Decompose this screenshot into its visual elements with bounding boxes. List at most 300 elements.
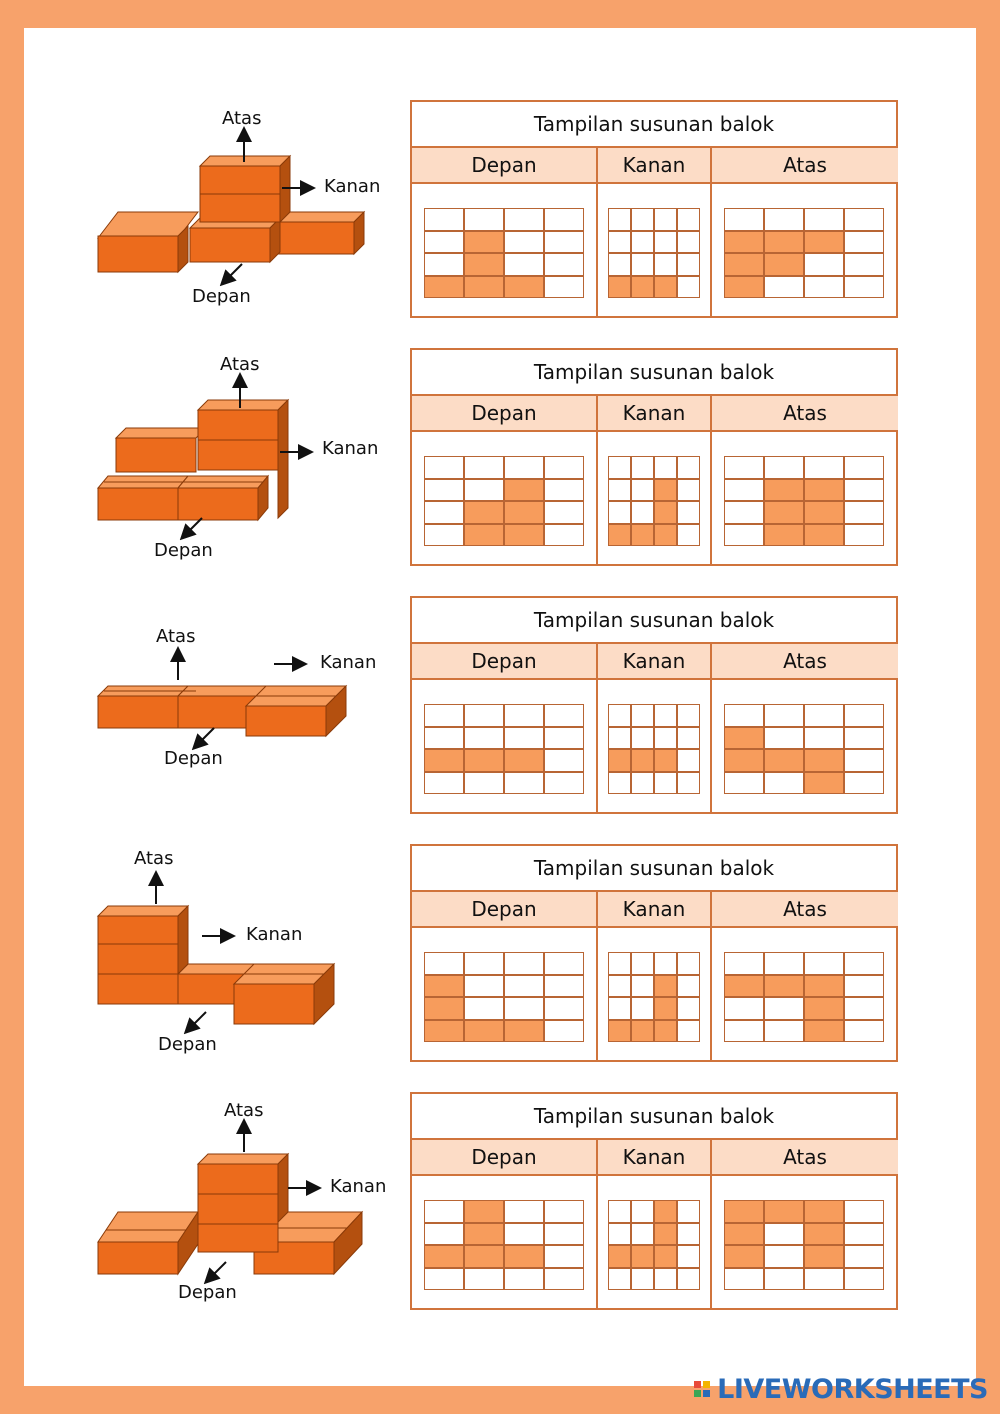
grid-cell[interactable] [424,952,464,975]
table-title: Tampilan susunan balok [412,350,896,396]
grid-cell[interactable] [724,997,764,1020]
label-top: Atas [222,108,262,129]
grid-cell[interactable] [464,997,504,1020]
grid-cell[interactable] [631,1223,654,1246]
grid-cell[interactable] [804,1200,844,1223]
header-top: Atas [712,1140,898,1176]
grid-cell[interactable] [764,704,804,727]
grid-cell[interactable] [631,997,654,1020]
label-right: Kanan [324,176,381,197]
grid-cell[interactable] [804,276,844,299]
grid-cell[interactable] [631,704,654,727]
grid-cell[interactable] [654,231,677,254]
grid-cell[interactable] [464,208,504,231]
grid-cell[interactable] [631,524,654,547]
grid-cell[interactable] [764,749,804,772]
grid-cell[interactable] [724,1020,764,1043]
grid-cell[interactable] [654,276,677,299]
grid-cell[interactable] [631,456,654,479]
grid-top-4[interactable] [724,952,884,1042]
grid-cell[interactable] [654,1223,677,1246]
grid-cell[interactable] [504,501,544,524]
grid-cell[interactable] [844,276,884,299]
grid-cell[interactable] [804,253,844,276]
grid-cell[interactable] [631,479,654,502]
grid-right-2[interactable] [608,456,700,546]
grid-cell[interactable] [544,727,584,750]
grid-top-5[interactable] [724,1200,884,1290]
grid-cell[interactable] [504,727,544,750]
grid-cell[interactable] [631,749,654,772]
grid-cell[interactable] [677,231,700,254]
grid-cell[interactable] [804,501,844,524]
grid-cell[interactable] [464,727,504,750]
grid-cell[interactable] [764,1268,804,1291]
grid-cell[interactable] [677,1200,700,1223]
grid-cell[interactable] [677,1245,700,1268]
grid-cell[interactable] [544,479,584,502]
grid-cell[interactable] [504,997,544,1020]
grid-cell[interactable] [424,727,464,750]
grid-cell[interactable] [608,1245,631,1268]
grid-cell[interactable] [724,208,764,231]
grid-cell[interactable] [631,1020,654,1043]
grid-cell[interactable] [844,1223,884,1246]
header-top: Atas [712,892,898,928]
header-front: Depan [412,396,596,432]
grid-cell[interactable] [608,772,631,795]
grid-cell[interactable] [424,772,464,795]
view-table-5 [410,1092,898,1310]
label-right: Kanan [322,438,379,459]
block-figure-2 [84,348,404,578]
grid-cell[interactable] [764,456,804,479]
grid-right-3[interactable] [608,704,700,794]
grid-cell[interactable] [654,524,677,547]
grid-cell[interactable] [504,524,544,547]
grid-cell[interactable] [464,276,504,299]
grid-cell[interactable] [677,1268,700,1291]
grid-cell[interactable] [504,975,544,998]
grid-cell[interactable] [608,276,631,299]
grid-cell[interactable] [631,952,654,975]
grid-cell[interactable] [608,1020,631,1043]
grid-cell[interactable] [844,479,884,502]
exercise-row-4 [24,844,976,1074]
grid-cell[interactable] [654,997,677,1020]
grid-cell[interactable] [677,208,700,231]
grid-top-3[interactable] [724,704,884,794]
grid-cell[interactable] [804,772,844,795]
grid-cell[interactable] [677,704,700,727]
grid-cell[interactable] [654,1020,677,1043]
grid-cell[interactable] [804,1245,844,1268]
grid-cell[interactable] [844,952,884,975]
grid-cell[interactable] [804,749,844,772]
grid-cell[interactable] [724,772,764,795]
grid-cell[interactable] [504,276,544,299]
grid-cell[interactable] [724,952,764,975]
grid-cell[interactable] [677,524,700,547]
grid-cell[interactable] [844,1020,884,1043]
grid-cell[interactable] [544,456,584,479]
grid-cell[interactable] [804,479,844,502]
grid-cell[interactable] [424,1268,464,1291]
grid-cell[interactable] [631,1245,654,1268]
label-front: Depan [192,286,251,307]
view-table-2 [410,348,898,566]
grid-cell[interactable] [804,231,844,254]
exercise-row-5 [24,1092,976,1322]
grid-cell[interactable] [804,975,844,998]
header-top: Atas [712,148,898,184]
label-top: Atas [156,626,196,647]
grid-cell[interactable] [464,1268,504,1291]
table-title: Tampilan susunan balok [412,102,896,148]
label-right: Kanan [320,652,377,673]
grid-cell[interactable] [844,1245,884,1268]
grid-cell[interactable] [804,952,844,975]
grid-front-5[interactable] [424,1200,584,1290]
grid-cell[interactable] [804,524,844,547]
grid-cell[interactable] [544,975,584,998]
grid-cell[interactable] [844,772,884,795]
grid-cell[interactable] [677,276,700,299]
grid-cell[interactable] [844,231,884,254]
grid-cell[interactable] [504,1200,544,1223]
grid-cell[interactable] [677,749,700,772]
grid-cell[interactable] [631,727,654,750]
grid-cell[interactable] [764,727,804,750]
grid-cell[interactable] [424,1223,464,1246]
block-figure-4 [84,844,404,1074]
grid-cell[interactable] [804,456,844,479]
grid-cell[interactable] [631,231,654,254]
header-front: Depan [412,644,596,680]
grid-cell[interactable] [544,231,584,254]
grid-cell[interactable] [464,501,504,524]
grid-cell[interactable] [631,1200,654,1223]
grid-cell[interactable] [804,1268,844,1291]
grid-cell[interactable] [464,1200,504,1223]
grid-cell[interactable] [424,231,464,254]
grid-cell[interactable] [464,479,504,502]
grid-cell[interactable] [654,253,677,276]
block-arrangement-3 [84,596,404,826]
grid-cell[interactable] [631,772,654,795]
label-front: Depan [178,1282,237,1303]
exercise-row-2 [24,348,976,578]
grid-cell[interactable] [724,501,764,524]
grid-cell[interactable] [424,208,464,231]
grid-front-3[interactable] [424,704,584,794]
grid-cell[interactable] [631,975,654,998]
grid-cell[interactable] [844,456,884,479]
grid-cell[interactable] [677,997,700,1020]
grid-cell[interactable] [608,501,631,524]
grid-cell[interactable] [544,208,584,231]
grid-cell[interactable] [424,749,464,772]
grid-cell[interactable] [464,1223,504,1246]
grid-cell[interactable] [677,1020,700,1043]
grid-cell[interactable] [608,727,631,750]
grid-cell[interactable] [844,524,884,547]
grid-cell[interactable] [424,1200,464,1223]
grid-cell[interactable] [654,501,677,524]
block-figure-1 [84,100,404,330]
grid-cell[interactable] [544,276,584,299]
grid-cell[interactable] [608,749,631,772]
brand-logo[interactable] [693,1372,988,1406]
grid-cell[interactable] [677,253,700,276]
grid-cell[interactable] [608,975,631,998]
grid-cell[interactable] [724,231,764,254]
grid-cell[interactable] [764,276,804,299]
grid-cell[interactable] [654,772,677,795]
grid-cell[interactable] [424,997,464,1020]
grid-cell[interactable] [464,456,504,479]
grid-cell[interactable] [844,727,884,750]
grid-cell[interactable] [504,456,544,479]
grid-top-2[interactable] [724,456,884,546]
grid-cell[interactable] [608,997,631,1020]
grid-cell[interactable] [504,704,544,727]
grid-cell[interactable] [464,975,504,998]
brand-name: LIVEWORKSHEETS [717,1373,988,1405]
grid-cell[interactable] [677,456,700,479]
grid-cell[interactable] [504,1020,544,1043]
grid-cell[interactable] [724,1245,764,1268]
grid-cell[interactable] [724,253,764,276]
table-title: Tampilan susunan balok [412,1094,896,1140]
grid-cell[interactable] [844,253,884,276]
grid-cell[interactable] [544,253,584,276]
grid-cell[interactable] [464,704,504,727]
grid-cell[interactable] [764,1245,804,1268]
block-arrangement-5 [84,1092,404,1322]
grid-cell[interactable] [804,704,844,727]
label-right: Kanan [330,1176,387,1197]
grid-cell[interactable] [804,727,844,750]
grid-cell[interactable] [504,772,544,795]
grid-cell[interactable] [654,208,677,231]
grid-cell[interactable] [654,456,677,479]
header-right: Kanan [598,148,710,184]
grid-cell[interactable] [544,1020,584,1043]
grid-cell[interactable] [654,952,677,975]
grid-cell[interactable] [764,524,804,547]
grid-cell[interactable] [544,952,584,975]
grid-cell[interactable] [654,1245,677,1268]
grid-cell[interactable] [608,1200,631,1223]
grid-cell[interactable] [464,253,504,276]
grid-cell[interactable] [724,749,764,772]
grid-cell[interactable] [544,749,584,772]
grid-cell[interactable] [464,231,504,254]
block-arrangement-2 [84,348,404,578]
grid-cell[interactable] [844,1200,884,1223]
label-top: Atas [224,1100,264,1121]
liveworksheets-logo-icon [693,1380,713,1398]
grid-cell[interactable] [764,231,804,254]
grid-cell[interactable] [608,231,631,254]
header-front: Depan [412,148,596,184]
grid-right-1[interactable] [608,208,700,298]
grid-cell[interactable] [844,1268,884,1291]
label-front: Depan [154,540,213,561]
grid-cell[interactable] [724,1268,764,1291]
grid-cell[interactable] [504,952,544,975]
grid-cell[interactable] [844,208,884,231]
grid-cell[interactable] [424,1020,464,1043]
grid-cell[interactable] [504,479,544,502]
grid-cell[interactable] [504,1268,544,1291]
grid-cell[interactable] [724,975,764,998]
grid-cell[interactable] [608,253,631,276]
grid-cell[interactable] [654,704,677,727]
grid-cell[interactable] [608,456,631,479]
grid-cell[interactable] [504,1245,544,1268]
view-table-1 [410,100,898,318]
label-front: Depan [158,1034,217,1055]
header-front: Depan [412,1140,596,1176]
grid-cell[interactable] [544,997,584,1020]
grid-cell[interactable] [464,524,504,547]
grid-cell[interactable] [504,231,544,254]
grid-cell[interactable] [608,479,631,502]
grid-cell[interactable] [631,276,654,299]
view-table-4 [410,844,898,1062]
grid-cell[interactable] [544,524,584,547]
grid-cell[interactable] [677,952,700,975]
grid-cell[interactable] [424,501,464,524]
grid-front-2[interactable] [424,456,584,546]
grid-cell[interactable] [764,208,804,231]
grid-cell[interactable] [677,975,700,998]
grid-cell[interactable] [764,772,804,795]
grid-cell[interactable] [608,1223,631,1246]
grid-right-4[interactable] [608,952,700,1042]
grid-cell[interactable] [424,524,464,547]
grid-cell[interactable] [677,772,700,795]
grid-cell[interactable] [724,1223,764,1246]
grid-cell[interactable] [677,727,700,750]
grid-cell[interactable] [844,704,884,727]
grid-cell[interactable] [724,1200,764,1223]
grid-cell[interactable] [504,1223,544,1246]
grid-cell[interactable] [804,1020,844,1043]
grid-cell[interactable] [844,997,884,1020]
grid-cell[interactable] [764,997,804,1020]
grid-cell[interactable] [608,704,631,727]
grid-cell[interactable] [724,276,764,299]
grid-cell[interactable] [544,1245,584,1268]
grid-top-1[interactable] [724,208,884,298]
grid-cell[interactable] [804,1223,844,1246]
grid-cell[interactable] [424,253,464,276]
grid-cell[interactable] [764,501,804,524]
grid-cell[interactable] [764,1020,804,1043]
grid-cell[interactable] [764,975,804,998]
grid-cell[interactable] [764,253,804,276]
header-top: Atas [712,644,898,680]
header-right: Kanan [598,892,710,928]
grid-cell[interactable] [544,704,584,727]
label-top: Atas [134,848,174,869]
grid-cell[interactable] [677,479,700,502]
grid-right-5[interactable] [608,1200,700,1290]
grid-cell[interactable] [504,208,544,231]
grid-cell[interactable] [724,704,764,727]
grid-cell[interactable] [608,524,631,547]
header-top: Atas [712,396,898,432]
grid-cell[interactable] [544,1268,584,1291]
grid-cell[interactable] [844,501,884,524]
grid-cell[interactable] [654,1200,677,1223]
grid-cell[interactable] [654,749,677,772]
grid-cell[interactable] [724,456,764,479]
grid-front-4[interactable] [424,952,584,1042]
grid-front-1[interactable] [424,208,584,298]
table-title: Tampilan susunan balok [412,598,896,644]
grid-cell[interactable] [631,253,654,276]
grid-cell[interactable] [464,749,504,772]
grid-cell[interactable] [724,524,764,547]
view-table-3 [410,596,898,814]
grid-cell[interactable] [654,727,677,750]
grid-cell[interactable] [631,1268,654,1291]
grid-cell[interactable] [464,952,504,975]
grid-cell[interactable] [424,276,464,299]
grid-cell[interactable] [424,975,464,998]
grid-cell[interactable] [608,208,631,231]
grid-cell[interactable] [724,727,764,750]
grid-cell[interactable] [804,208,844,231]
grid-cell[interactable] [844,975,884,998]
grid-cell[interactable] [504,749,544,772]
grid-cell[interactable] [464,1245,504,1268]
grid-cell[interactable] [677,501,700,524]
grid-cell[interactable] [724,479,764,502]
grid-cell[interactable] [654,479,677,502]
grid-cell[interactable] [677,1223,700,1246]
grid-cell[interactable] [504,253,544,276]
grid-cell[interactable] [464,772,504,795]
grid-cell[interactable] [804,997,844,1020]
grid-cell[interactable] [424,479,464,502]
grid-cell[interactable] [424,1245,464,1268]
grid-cell[interactable] [424,456,464,479]
grid-cell[interactable] [764,1223,804,1246]
grid-cell[interactable] [631,208,654,231]
grid-cell[interactable] [544,1223,584,1246]
grid-cell[interactable] [764,952,804,975]
grid-cell[interactable] [764,1200,804,1223]
grid-cell[interactable] [844,749,884,772]
grid-cell[interactable] [464,1020,504,1043]
grid-cell[interactable] [424,704,464,727]
grid-cell[interactable] [544,1200,584,1223]
worksheet-page [24,28,976,1386]
grid-cell[interactable] [764,479,804,502]
grid-cell[interactable] [544,501,584,524]
grid-cell[interactable] [544,772,584,795]
grid-cell[interactable] [608,952,631,975]
grid-cell[interactable] [654,1268,677,1291]
grid-cell[interactable] [654,975,677,998]
grid-cell[interactable] [631,501,654,524]
grid-cell[interactable] [608,1268,631,1291]
